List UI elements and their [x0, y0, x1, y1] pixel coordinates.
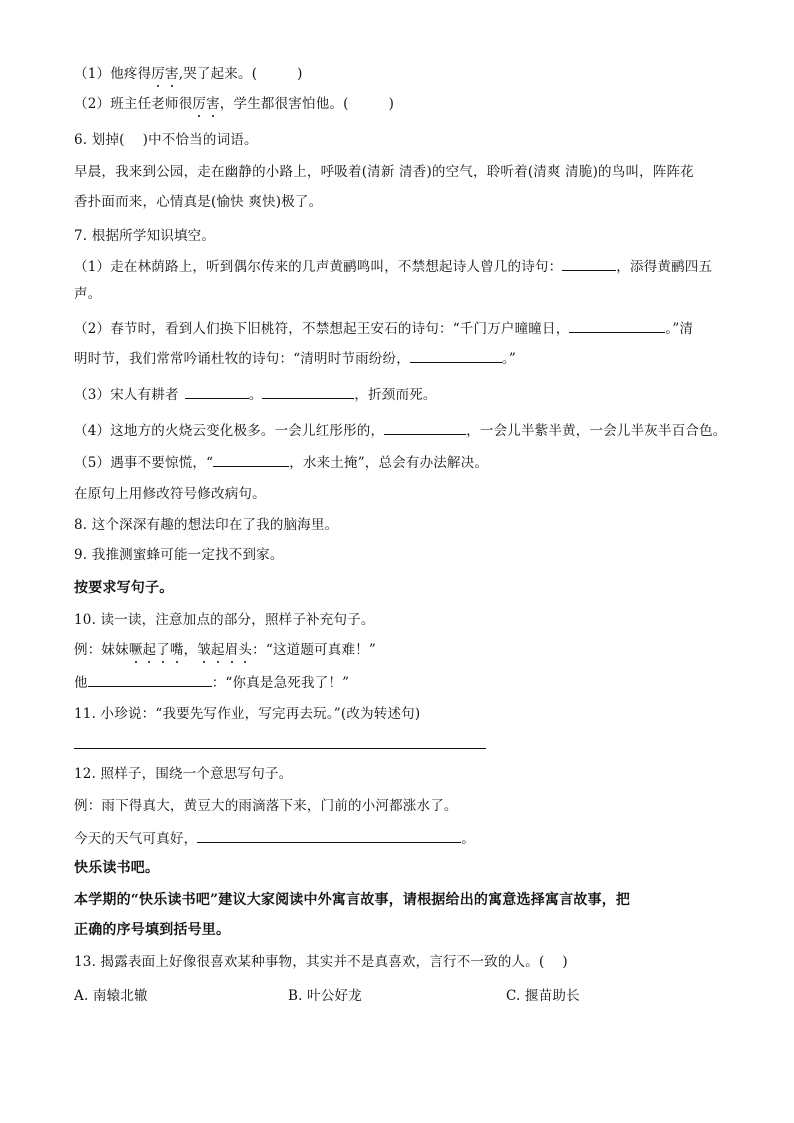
text: ， [183, 642, 198, 658]
q12-example: 例：雨下得真大，黄豆大的雨滴落下来，门前的小河都涨水了。 [74, 798, 458, 814]
q7-item-4 [74, 420, 727, 441]
text: 。”清 [665, 321, 694, 337]
q6-passage-line-2: 香扑面而来，心情真是(愉快 爽快)极了。 [74, 194, 323, 210]
section-heading-sentences: 按要求写句子。 [74, 580, 174, 596]
q13-title: 13. 揭露表面上好像很喜欢某种事物，其实并不是真喜欢，言行不一致的人。( ) [74, 954, 568, 970]
fill-blank[interactable] [410, 348, 502, 363]
dotted-char: 眉 [224, 642, 239, 658]
q11-title: 11. 小珍说：“我要先写作业，写完再去玩。”(改为转述句) [74, 706, 421, 722]
fill-blank[interactable] [88, 672, 212, 687]
text: ：“你真是急死我了！” [211, 675, 350, 691]
reading-intro-line-1: 本学期的“快乐读书吧”建议大家阅读中外寓言故事，请根据给出的寓意选择寓言故事，把 [74, 892, 631, 908]
text: （3）宋人有耕者 [74, 387, 179, 403]
text: ) [388, 96, 395, 112]
q7-item-3 [74, 384, 437, 405]
q5-item-1 [74, 64, 303, 84]
option-a[interactable]: A. 南辕北辙 [74, 988, 148, 1004]
q10-title: 10. 读一读，注意加点的部分，照样子补充句子。 [74, 612, 375, 628]
q7-item-1-cont: 声。 [74, 286, 102, 302]
answer-line[interactable] [74, 748, 486, 749]
q12-title: 12. 照样子，围绕一个意思写句子。 [74, 766, 293, 782]
fill-blank[interactable] [262, 384, 354, 399]
text: ，一会儿半紫半黄，一会儿半灰半百合色。 [466, 423, 727, 439]
dotted-char: 厉 [151, 66, 165, 82]
q5-item-2 [74, 94, 394, 114]
text: 例：妹妹 [74, 642, 129, 658]
text: 。” [501, 351, 516, 367]
q7-item-1 [74, 256, 712, 277]
text: （2）班主任老师很 [74, 96, 193, 112]
text: （2）春节时，看到人们换下旧桃符，不禁想起王安石的诗句：“千门万户曈曈日， [74, 321, 570, 337]
q7-item-2 [74, 318, 693, 339]
q6-title: 6. 划掉( )中不恰当的词语。 [74, 132, 258, 148]
text: ) [297, 66, 303, 82]
q9-sentence: 9. 我推测蜜蜂可能一定找不到家。 [74, 547, 284, 563]
dotted-char: 害 [206, 96, 220, 112]
text: 。 [461, 831, 476, 847]
text: ：“这道题可真难！” [252, 642, 376, 658]
text: （5）遇事不要惊慌，“ [74, 455, 214, 471]
dotted-char: 了 [156, 642, 170, 658]
q10-example [74, 640, 376, 660]
q10-fill [74, 672, 349, 693]
text: ，学生都很害怕他。( [219, 96, 349, 112]
q8-sentence: 8. 这个深深有趣的想法印在了我的脑海里。 [74, 517, 339, 533]
dotted-char: 噘 [128, 642, 143, 658]
fill-blank[interactable] [197, 828, 461, 843]
text: （1）他疼得 [74, 66, 152, 82]
text: （1）走在林荫路上，听到偶尔传来的几声黄鹂鸣叫，不禁想起诗人曾几的诗句： [74, 259, 563, 275]
fill-blank[interactable] [384, 420, 466, 435]
dotted-char: 起 [211, 642, 225, 658]
text: ，折颈而死。 [354, 387, 437, 403]
text: ,哭了起来。( [178, 66, 258, 82]
q13-options [74, 986, 674, 1006]
dotted-char: 起 [142, 642, 157, 658]
fill-blank[interactable] [569, 318, 665, 333]
text: ，添得黄鹂四五 [616, 259, 713, 275]
fill-blank[interactable] [213, 452, 289, 467]
q6-passage-line-1: 早晨，我来到公园，走在幽静的小路上，呼吸着(清新 清香)的空气，聆听着(清爽 清脆)的鸟叫，阵阵花 [74, 164, 694, 180]
option-b[interactable]: B. 叶公好龙 [288, 988, 362, 1004]
edit-instruction: 在原句上用修改符号修改病句。 [74, 486, 266, 502]
dotted-char: 害 [165, 66, 179, 82]
text: 。 [248, 387, 263, 403]
q7-item-5 [74, 452, 488, 473]
dotted-char: 皱 [197, 642, 212, 658]
fill-blank[interactable] [562, 256, 616, 271]
dotted-char: 嘴 [169, 642, 184, 658]
text: 今天的天气可真好， [74, 831, 198, 847]
fill-blank[interactable] [185, 384, 249, 399]
q12-fill [74, 828, 475, 849]
dotted-char: 头 [238, 642, 253, 658]
option-c[interactable]: C. 揠苗助长 [506, 988, 580, 1004]
text: ，水来土掩”，总会有办法解决。 [289, 455, 489, 471]
q7-title: 7. 根据所学知识填空。 [74, 228, 216, 244]
q7-item-2-cont [74, 348, 516, 369]
text: 明时节，我们常常吟诵杜牧的诗句：“清明时节雨纷纷， [74, 351, 410, 367]
dotted-char: 厉 [192, 96, 207, 112]
section-heading-reading: 快乐读书吧。 [74, 860, 160, 876]
text: （4）这地方的火烧云变化极多。一会儿红彤彤的， [74, 423, 385, 439]
reading-intro-line-2: 正确的序号填到括号里。 [74, 922, 231, 938]
text: 他 [74, 675, 88, 691]
